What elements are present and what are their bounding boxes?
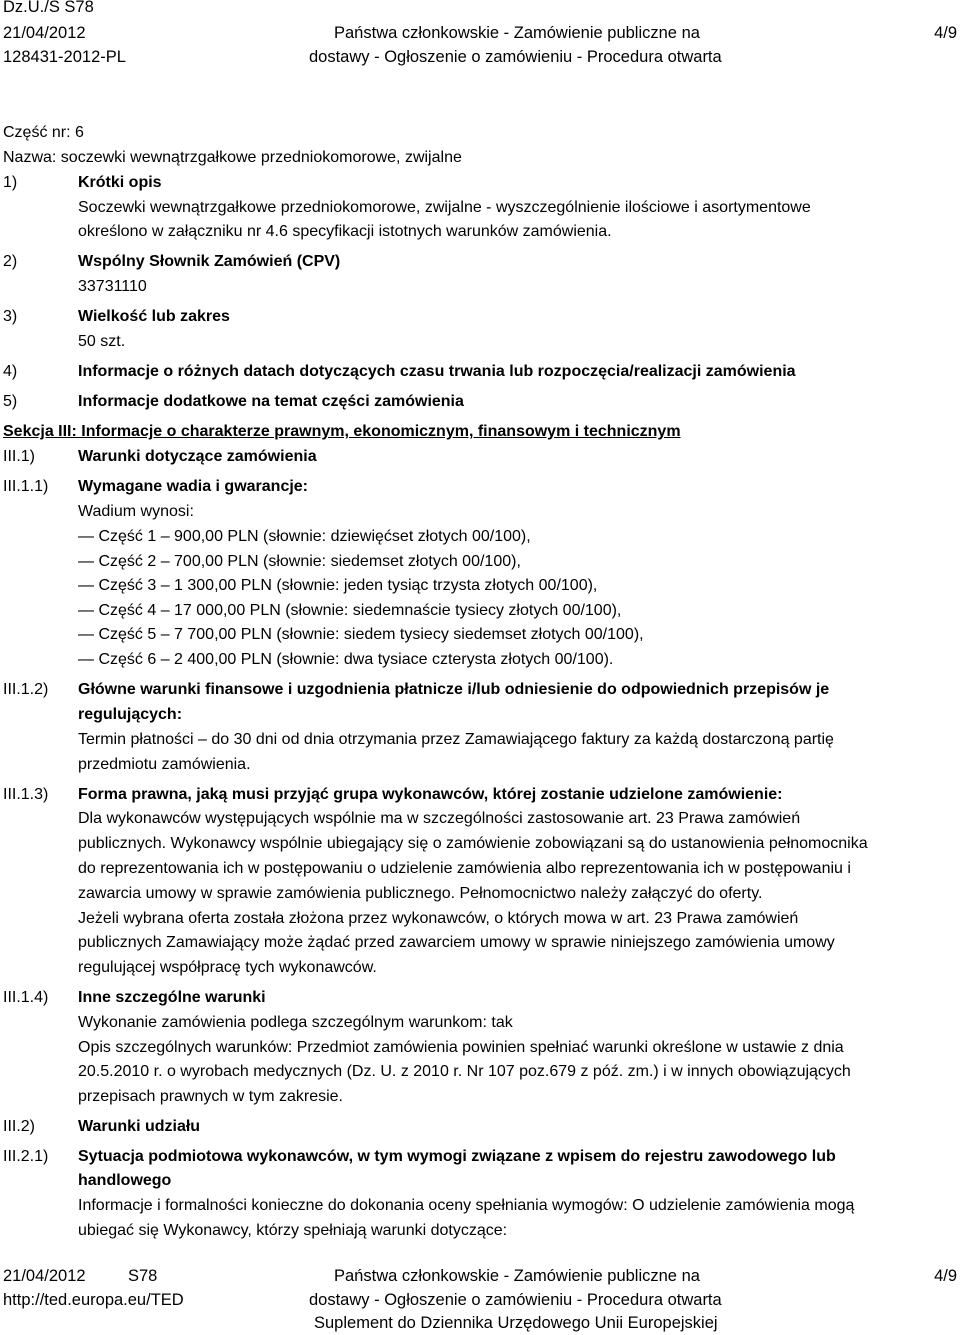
deposit-item: — Część 4 – 17 000,00 PLN (słownie: siedemnaście tysiecy złotych 00/100), [78,602,622,619]
s313-title: Forma prawna, jaką musi przyjąć grupa wykonawców, której zostanie udzielone zamówienie: [78,786,783,803]
item-1-text-line1: Soczewki wewnątrzgałkowe przedniokomorowe, zwijalne - wyszczególnienie ilościowe i asortymentowe [78,199,811,216]
deposit-item: — Część 5 – 7 700,00 PLN (słownie: siedem tysiecy siedemset złotych 00/100), [78,626,644,643]
item-5-number: 5) [3,393,18,410]
s313-text-line: publicznych. Wykonawcy wspólnie ubiegający się o zamówienie zobowiązani są do ustanowienia pełnomocnika [78,835,868,852]
header-notice-id: 128431-2012-PL [3,48,126,66]
s312-text-line1: Termin płatności – do 30 dni od dnia otrzymania przez Zamawiającego faktury za każdą dostarczoną partię [78,731,834,748]
footer-page-number: 4/9 [934,1267,957,1285]
s313-text-line: Jeżeli wybrana oferta została złożona przez wykonawców, o których mowa w art. 23 Prawa zamówień [78,910,799,927]
deposit-item: — Część 2 – 700,00 PLN (słownie: siedemset złotych 00/100), [78,553,521,570]
s311-intro: Wadium wynosi: [78,503,194,520]
footer-supplement: Suplement do Dziennika Urzędowego Unii Europejskiej [314,1314,718,1332]
s32-number: III.2) [3,1118,36,1135]
item-2-number: 2) [3,253,18,270]
item-4-title: Informacje o różnych datach dotyczących czasu trwania lub rozpoczęcia/realizacji zamówienia [78,363,796,380]
s32-title: Warunki udziału [78,1118,201,1135]
header-title-line1: Państwa członkowskie - Zamówienie publiczne na [334,24,700,42]
item-5-title: Informacje dodatkowe na temat części zamówienia [78,393,464,410]
item-2-title: Wspólny Słownik Zamówień (CPV) [78,253,341,270]
s311-title: Wymagane wadia i gwarancje: [78,478,309,495]
s314-number: III.1.4) [3,989,49,1006]
footer-title-line1: Państwa członkowskie - Zamówienie publiczne na [334,1267,700,1285]
header-date: 21/04/2012 [3,24,86,42]
s312-text-line2: przedmiotu zamówienia. [78,756,251,773]
cpv-code: 33731110 [78,278,147,295]
s313-text-line: do reprezentowania ich w postępowaniu o udzielenie zamówienia albo reprezentowania ich w postępowaniu i [78,860,851,877]
s314-text-line: Wykonanie zamówienia podlega szczególnym warunkom: tak [78,1014,513,1031]
s321-title-line2: handlowego [78,1172,172,1189]
item-4-number: 4) [3,363,18,380]
s313-text-line: Dla wykonawców występujących wspólnie ma w szczególności zastosowanie art. 23 Prawa zamówień [78,810,801,827]
s312-title-line2: regulujących: [78,706,183,723]
deposit-item: — Część 1 – 900,00 PLN (słownie: dziewięćset złotych 00/100), [78,528,531,545]
part-name: Nazwa: soczewki wewnątrzgałkowe przedniokomorowe, zwijalne [3,149,462,166]
part-number: Część nr: 6 [3,124,84,141]
s312-title-line1: Główne warunki finansowe i uzgodnienia płatnicze i/lub odniesienie do odpowiednich przepisów je [78,681,830,698]
s313-text-line: regulującej współpracę tych wykonawców. [78,959,377,976]
s321-text-line2: ubiegać się Wykonawcy, którzy spełniają warunki dotyczące: [78,1222,508,1239]
header-journal-ref: Dz.U./S S78 [3,0,94,16]
s321-title-line1: Sytuacja podmiotowa wykonawców, w tym wymogi związane z wpisem do rejestru zawodowego lub [78,1148,836,1165]
s314-text-line: przepisach prawnych w tym zakresie. [78,1088,343,1105]
s31-title: Warunki dotyczące zamówienia [78,448,317,465]
s313-text-line: zawarcia umowy w sprawie zamówienia publicznego. Pełnomocnictwo należy załączyć do oferty. [78,885,763,902]
item-3-title: Wielkość lub zakres [78,308,230,325]
footer-url-text[interactable]: http://ted.europa.eu/TED [3,1291,184,1309]
s31-number: III.1) [3,448,36,465]
header-title-line2: dostawy - Ogłoszenie o zamówieniu - Procedura otwarta [309,48,722,66]
s314-text-line: 20.5.2010 r. o wyrobach medycznych (Dz. U. z 2010 r. Nr 107 poz.679 z póź. zm.) i w innych obowiązujących [78,1063,851,1080]
item-3-number: 3) [3,308,18,325]
footer-url[interactable] [3,1288,184,1312]
s313-number: III.1.3) [3,786,49,803]
item-1-title: Krótki opis [78,174,162,191]
s313-text-line: publicznych Zamawiający może żądać przed zawarciem umowy w sprawie niniejszego zamówienia umowy [78,934,835,951]
s314-text-line: Opis szczególnych warunków: Przedmiot zamówienia powinien spełniać warunki określone w ustawie z dnia [78,1039,844,1056]
s312-number: III.1.2) [3,681,49,698]
deposit-item: — Część 3 – 1 300,00 PLN (słownie: jeden tysiąc trzysta złotych 00/100), [78,577,598,594]
s314-title: Inne szczególne warunki [78,989,266,1006]
header-page-number: 4/9 [934,24,957,42]
section-3-heading: Sekcja III: Informacje o charakterze prawnym, ekonomicznym, finansowym i technicznym [3,423,681,440]
footer-date: 21/04/2012 [3,1267,86,1285]
footer-series: S78 [128,1267,158,1285]
deposit-item: — Część 6 – 2 400,00 PLN (słownie: dwa tysiace czterysta złotych 00/100). [78,651,614,668]
item-1-number: 1) [3,174,18,191]
quantity-value: 50 szt. [78,333,126,350]
s321-text-line1: Informacje i formalności konieczne do dokonania oceny spełniania wymogów: O udzielenie zamówienia mogą [78,1197,855,1214]
s321-number: III.2.1) [3,1148,49,1165]
footer-title-line2: dostawy - Ogłoszenie o zamówieniu - Procedura otwarta [309,1291,722,1309]
s311-number: III.1.1) [3,478,49,495]
item-1-text-line2: określono w załączniku nr 4.6 specyfikacji istotnych warunków zamówienia. [78,223,612,240]
